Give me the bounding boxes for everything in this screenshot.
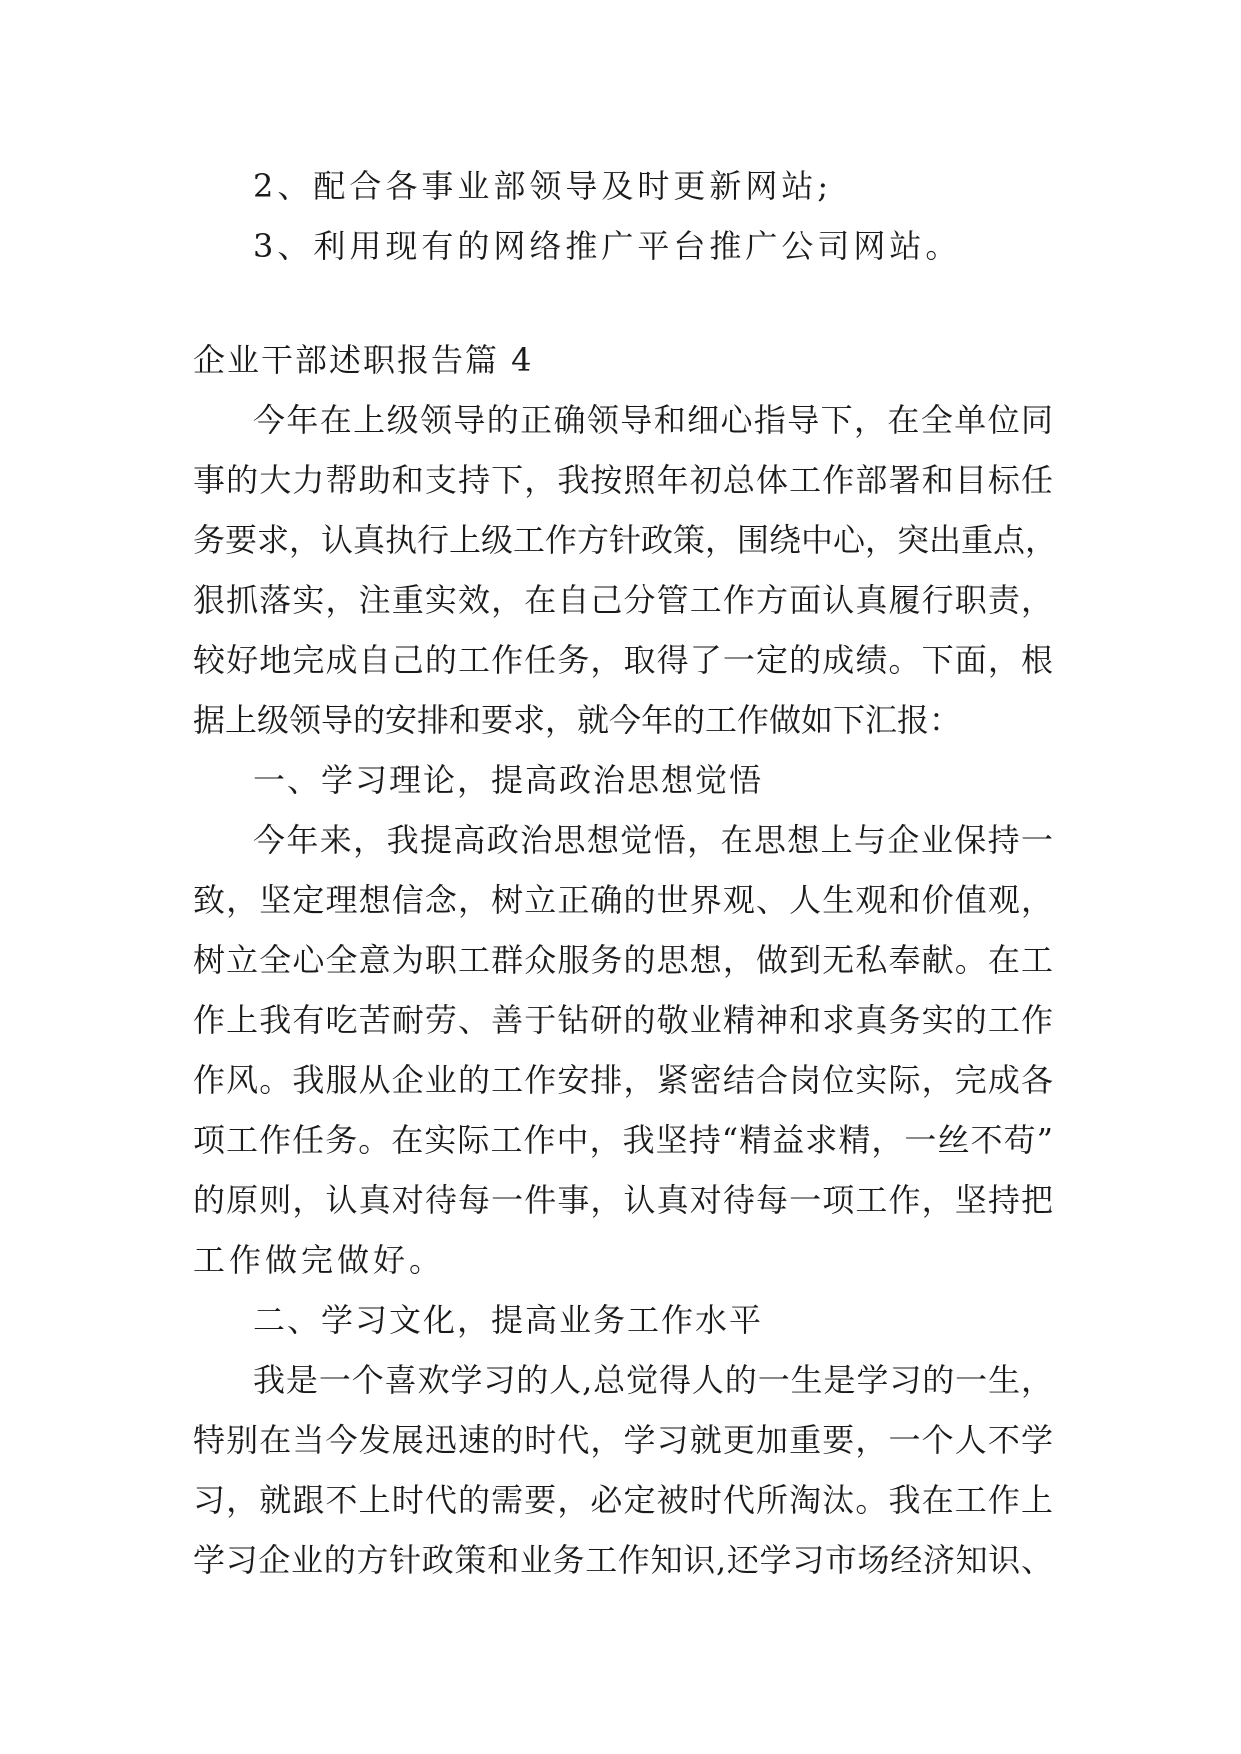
paragraph-line: 工作做完做好。 (193, 1241, 446, 1279)
paragraph-line: 特别在当今发展迅速的时代，学习就更加重要，一个人不学 (193, 1421, 1053, 1459)
paragraph-line: 作上我有吃苦耐劳、善于钻研的敬业精神和求真务实的工作 (193, 1001, 1053, 1039)
paragraph-line: 狠抓落实，注重实效，在自己分管工作方面认真履行职责， (193, 581, 1053, 619)
list-item: 2、配合各事业部领导及时更新网站; (253, 167, 833, 205)
paragraph-line: 据上级领导的安排和要求，就今年的工作做如下汇报： (193, 701, 962, 739)
paragraph-line: 较好地完成自己的工作任务，取得了一定的成绩。下面，根 (193, 641, 1053, 679)
section-title: 企业干部述职报告篇 4 (193, 341, 534, 379)
paragraph-line: 的原则，认真对待每一件事，认真对待每一项工作，坚持把 (193, 1181, 1053, 1219)
paragraph-line: 事的大力帮助和支持下，我按照年初总体工作部署和目标任 (193, 461, 1053, 499)
paragraph-line: 今年在上级领导的正确领导和细心指导下，在全单位同 (253, 401, 1053, 439)
paragraph-line: 作风。我服从企业的工作安排，紧密结合岗位实际，完成各 (193, 1061, 1053, 1099)
paragraph-line: 习，就跟不上时代的需要，必定被时代所淘汰。我在工作上 (193, 1481, 1053, 1519)
section-heading: 一、学习理论，提高政治思想觉悟 (253, 761, 764, 799)
list-item: 3、利用现有的网络推广平台推广公司网站。 (253, 227, 962, 265)
paragraph-line: 务要求，认真执行上级工作方针政策，围绕中心，突出重点， (193, 521, 1058, 559)
section-heading: 二、学习文化，提高业务工作水平 (253, 1301, 764, 1339)
paragraph-line: 学习企业的方针政策和业务工作知识,还学习市场经济知识、 (193, 1541, 1053, 1579)
paragraph-line: 我是一个喜欢学习的人,总觉得人的一生是学习的一生， (253, 1361, 1053, 1399)
paragraph-line: 今年来，我提高政治思想觉悟，在思想上与企业保持一 (253, 821, 1053, 859)
paragraph-line: 致，坚定理想信念，树立正确的世界观、人生观和价值观， (193, 881, 1053, 919)
paragraph-line: 项工作任务。在实际工作中，我坚持“精益求精，一丝不苟” (193, 1121, 1053, 1159)
paragraph-line: 树立全心全意为职工群众服务的思想，做到无私奉献。在工 (193, 941, 1053, 979)
